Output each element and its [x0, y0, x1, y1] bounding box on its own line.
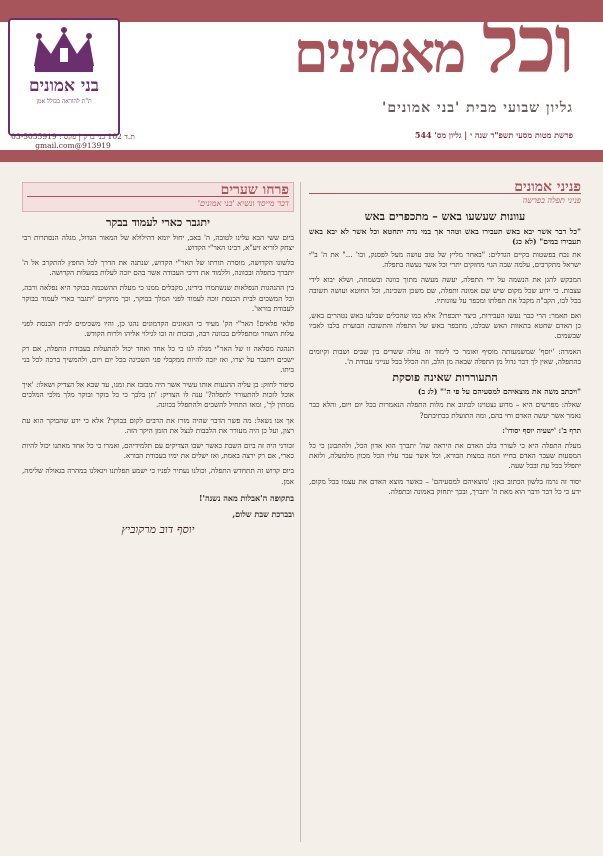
brand-subtitle: גליון שבועי מבית 'בני אמונים'	[382, 100, 573, 116]
logo-subtext: ת"ת להוראה בכולל אמן	[36, 98, 92, 105]
header	[0, 0, 603, 160]
right-column-heading: פניני אמונים	[309, 182, 581, 194]
right-column-subheading: פניני תפלה בפרשה	[522, 196, 581, 206]
paragraph: המבקש להגן את הנשמה על ידי התפלה, יעשה מעשה מתוך כוונה ובשמחה, ושלא יבוא לידי עצבות. כי ידוע שכל מקום שיש שם אמונה ותפלה, שם משכן השכינה, וכל החוטא ועושה תשובה בכל לבו, הקב"ה מקבל את תפלתו ומכפר על עוונותיו.	[309, 275, 581, 305]
signature: יוסף דוב מרקוביץ	[121, 523, 195, 537]
paragraph: יסוד זה נרמז בלשון הכתוב כאן: 'מוצאיהם למסעיהם' – כאשר מוצא האדם את עצמו בכל מקום, ידע כי כל דבר ודבר הוא מאת ה' יתברך, ובכך יתחזק באמונה ובתפלה.	[309, 476, 581, 496]
paragraph: זכורני היה זה ביום השבת כאשר ישבו הצדיקים עם תלמידיהם, ואמרו כי כל אחד מאתנו יכול להיות כארי, אם רק ירצה באמת, ואז ישלים את ימיו בעבודת הבורא.	[22, 441, 294, 461]
paragraph: האמרה: 'יוסף' שמשמעותה מוסיף ואומר כי לימוד זה עולה ששדים בין שבים ושבות וקיומים בהתפלה, שאין לך דבר גדול מן התפלה שבאה מן הלב, וזה הכלל בכל ענייני עבודת ה'.	[309, 346, 581, 366]
left-column-subheading: דבר מייסד ונשיא 'בני אמונים'	[197, 199, 289, 209]
right-column	[309, 182, 581, 842]
brand-title	[293, 0, 573, 91]
paragraph: שאלה: מפרשים היא – מדוע נצטוינו לכתוב את מלות התפלה הנאמרות בכל יום ויום, והלא כבר נאמר אשר יעשה האדם וחי בהם, ומה התועלת בכתיבתם?	[309, 400, 581, 420]
left-column	[22, 182, 294, 842]
paragraph: ואם תאמר: הרי כבר נעשו העבירות, כיצד יתכפרו? אלא כמו שהכלים שבלעו באש נטהרים באש, כן האדם שחטא בתאוות האש שבלבו, מתכפר באש של התפלה והתשובה הבוערת בלבו לאביו שבשמים.	[309, 311, 581, 341]
paragraph: את נכח בפשטות בקיים הגדלים: "באחר מליץ של טוב עושה מעל לפסנק, וכו' ..." את ה' ב"י ישראל מתקרבים, עלמה שבה הגוי מחזקים יתרי וכל אשר נעשה בתפלה.	[309, 250, 581, 270]
brand-title-big: וכל	[482, 0, 573, 91]
paragraph: הנהגה מסלאה זו של האר"י מגלה לנו כי כל אחד ואחד יכול להתעלות בעבודת התפלה, אם רק ישכים ויתגבר על יצרו, ואז יזכה להיות ממקבלי פני השכינה בכל יום ויום, ולהמשיך ברכה לכל בני ביתו.	[22, 344, 294, 374]
section-title: התעוררות שאינה פוסקת	[392, 371, 498, 385]
left-column-heading: פרחו שערים	[27, 185, 289, 197]
section-title: יתגבר כארי לעמוד בבקר	[105, 216, 211, 230]
contact-address: ת.ד 102 בני ברק | פקס : 03-5055919	[11, 132, 135, 141]
closing-greeting: ובברכת שבת שלום,	[232, 509, 294, 520]
paragraph: ביום ששי הבא עלינו לטובה, ה' באב, יחול יומא דהילולא של המאור הגדול, מגלה הנסתרות רבי יצחק לוריא זיע"א, רבינו האר"י הקדוש.	[22, 232, 294, 252]
logo-text: בני אמונים	[28, 76, 100, 96]
column-divider	[300, 182, 301, 842]
paragraph: בין ההנהגות הנפלאות שנשתמרו בידינו, מקבלים ממנו כי מעלת ההשכמה בבוקר היא נפלאה ורבה, וכל המשכים לבית הכנסת זוכה לעמוד לפני המלך בבוקר, וכך מתקיים 'יתגבר כארי לעמוד בבוקר לעבודת בוראו'.	[22, 283, 294, 313]
paragraph: סיפור לחזק: בן עליה ההגעות אותו עשיר אשר היה מבזבז את זמנו, עד שבא אל הצדיק ושאלו: 'איך אוכל לזכות להתעורר לתפלה?' ענה לו הצדיק: 'תן בלבך כי כל בוקר ובוקר מלך מלכי המלכים ממתין לך', ומאז התחיל להשכים ולהתפלל בכוונה.	[22, 380, 294, 410]
issue-info: פרשת מטות מסעי תשפ"ד שנה י | גליון מס' 544	[414, 130, 573, 140]
closing-line: בתקופה ה'אבלות מאה נשנה'!	[199, 492, 294, 503]
paragraph: אך אנו נשאל: מה פשר הדבר שהיה מזרז את הרבים לקום בבוקר? אלא כי ידע שהבוקר הוא עת רצון, ועל כן היה מעורר את הלבבות לנצל את הזמן היקר הזה.	[22, 415, 294, 435]
header-bottom-band	[0, 150, 603, 162]
left-column-header-box	[22, 182, 294, 212]
crown-icon	[29, 26, 99, 74]
paragraph: פלאי פלאים! האר"י הק' מעיד כי הגאונים הקדמונים נהגו כן, והיו משכימים לבית הכנסת לפני עלות השחר ומתפללים בכוונה רבה, ובזכות זה זכו לגילוי אליהו ולרוח הקודש.	[22, 319, 294, 339]
paragraph: בלשונו הקדושה, מוסרה תורתו של האר"י הקדוש, שנתנה את הדרך לכל החפץ להתקרב אל ה' יתברך בתפלה ובכוונה, וללמוד את דרכי העבודה אשר בהם יזכה לעלות במעלות הקדושה.	[22, 258, 294, 278]
paragraph: מעלת התפלה היא כי לעורר בלב האדם את היראה שה' יתברך הוא אדון הכל, ולהתבונן כי כל המסעות שעבר האדם בחייו המה במצות הבורא, וכל אשר עבר עליו הכל מכוון מלמעלה, ולזאת יתפלל בכל עת ובכל שעה.	[309, 441, 581, 471]
verse-quote: "כל דבר אשר יבא באש תעבירו באש וטהר אך במי נדה יתחטא וכל אשר לא יבא באש תעבירו במים" (לא כג)	[309, 226, 581, 246]
section-title: עוונות שעשעו באש – מתכפרים באש	[364, 210, 526, 224]
paragraph: תרף ב': 'ישעיה יוסף יסודו':	[502, 425, 581, 435]
brand-title-rest: מאמינים	[293, 20, 465, 86]
contact-info	[8, 132, 138, 150]
logo	[8, 18, 120, 136]
contact-email: 913919@gmail.com	[35, 141, 111, 150]
verse-quote: "ויכתב משה את מוצאיהם למסעיהם על פי ה'" (לג ב)	[417, 387, 581, 397]
paragraph: ביום קדוש זה תתחדש התפלה, וכולנו נעתיר לפניו כי ישמע תפלתנו ויגאלנו במהרה בגאולה שלימה, אמן.	[22, 466, 294, 486]
